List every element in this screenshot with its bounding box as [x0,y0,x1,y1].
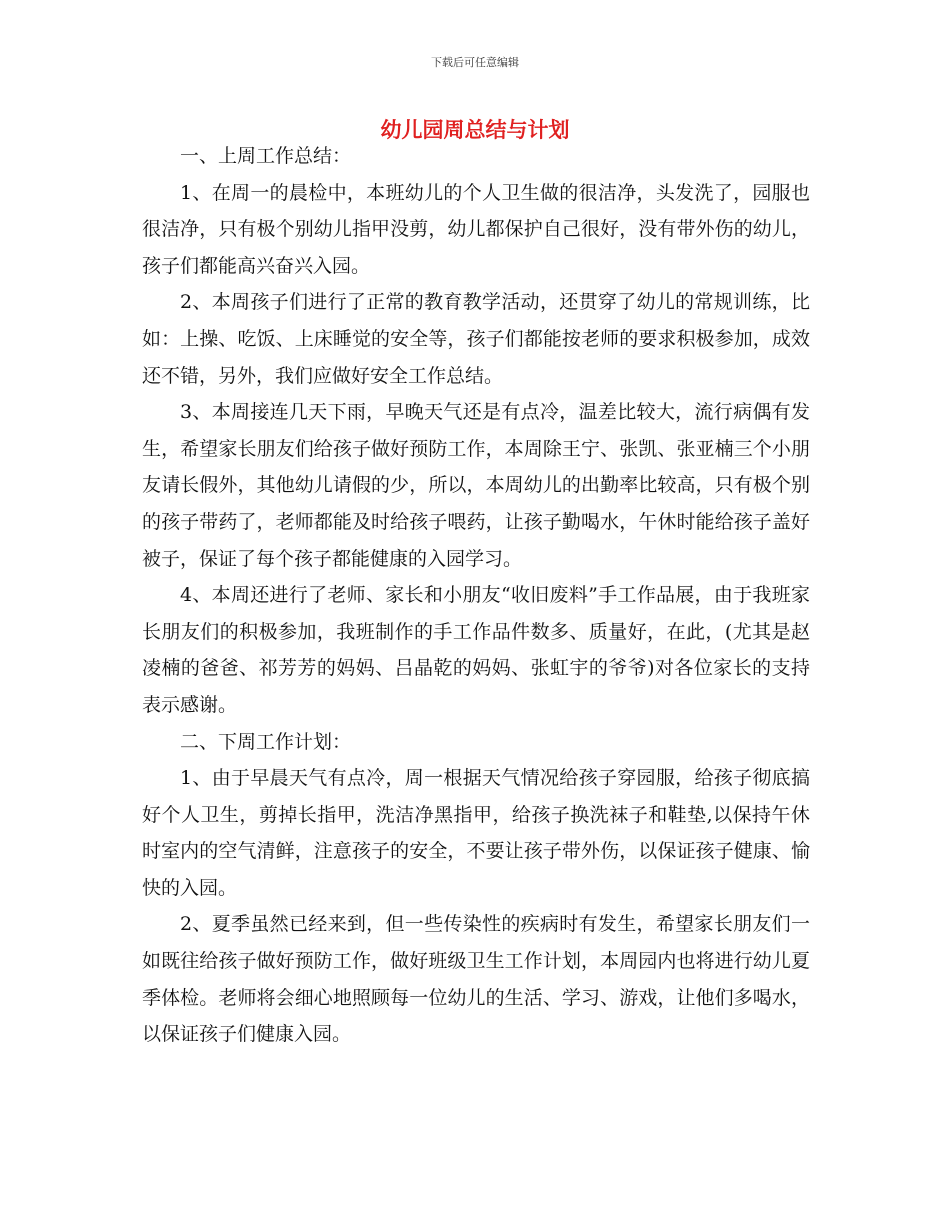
summary-paragraph-4: 4、本周还进行了老师、家长和小朋友“收旧废料”手工作品展，由于我班家长朋友们的积极参加，我班制作的手工作品件数多、质量好，在此，(尤其是赵凌楠的爸爸、祁芳芳的妈妈、吕晶乾的妈妈、张虹宇的爷爷)对各位家长的支持表示感谢。 [142,584,810,716]
summary-paragraph-3: 3、本周接连几天下雨，早晚天气还是有点冷，温差比较大，流行病偶有发生，希望家长朋友们给孩子做好预防工作，本周除王宁、张凯、张亚楠三个小朋友请长假外，其他幼儿请假的少，所以，本周幼儿的出勤率比较高，只有极个别的孩子带药了，老师都能及时给孩子喂药，让孩子勤喝水，午休时能给孩子盖好被子，保证了每个孩子都能健康的入园学习。 [142,401,810,570]
summary-paragraph-1: 1、在周一的晨检中，本班幼儿的个人卫生做的很洁净，头发洗了，园服也很洁净，只有极个别幼儿指甲没剪，幼儿都保护自己很好，没有带外伤的幼儿，孩子们都能高兴奋兴入园。 [142,181,810,277]
plan-paragraph-1: 1、由于早晨天气有点冷，周一根据天气情况给孩子穿园服，给孩子彻底搞好个人卫生，剪掉长指甲，洗洁净黑指甲，给孩子换洗袜子和鞋垫,以保持午休时室内的空气清鲜，注意孩子的安全，不要让孩子带外伤，以保证孩子健康、愉快的入园。 [142,767,810,899]
section-heading-plan: 二、下周工作计划： [180,730,352,753]
plan-paragraph-2: 2、夏季虽然已经来到，但一些传染性的疾病时有发生，希望家长朋友们一如既往给孩子做好预防工作，做好班级卫生工作计划，本周园内也将进行幼儿夏季体检。老师将会细心地照顾每一位幼儿的生活、学习、游戏，让他们多喝水，以保证孩子们健康入园。 [142,913,810,1046]
document-title: 幼儿园周总结与计划 [380,118,570,142]
summary-paragraph-2: 2、本周孩子们进行了正常的教育教学活动，还贯穿了幼儿的常规训练，比如：上操、吃饭、上床睡觉的安全等，孩子们都能按老师的要求积极参加，成效还不错，另外，我们应做好安全工作总结。 [142,291,810,387]
header-note: 下载后可任意编辑 [431,56,519,69]
document-body [142,138,810,1053]
section-heading-summary: 一、上周工作总结： [180,145,352,167]
